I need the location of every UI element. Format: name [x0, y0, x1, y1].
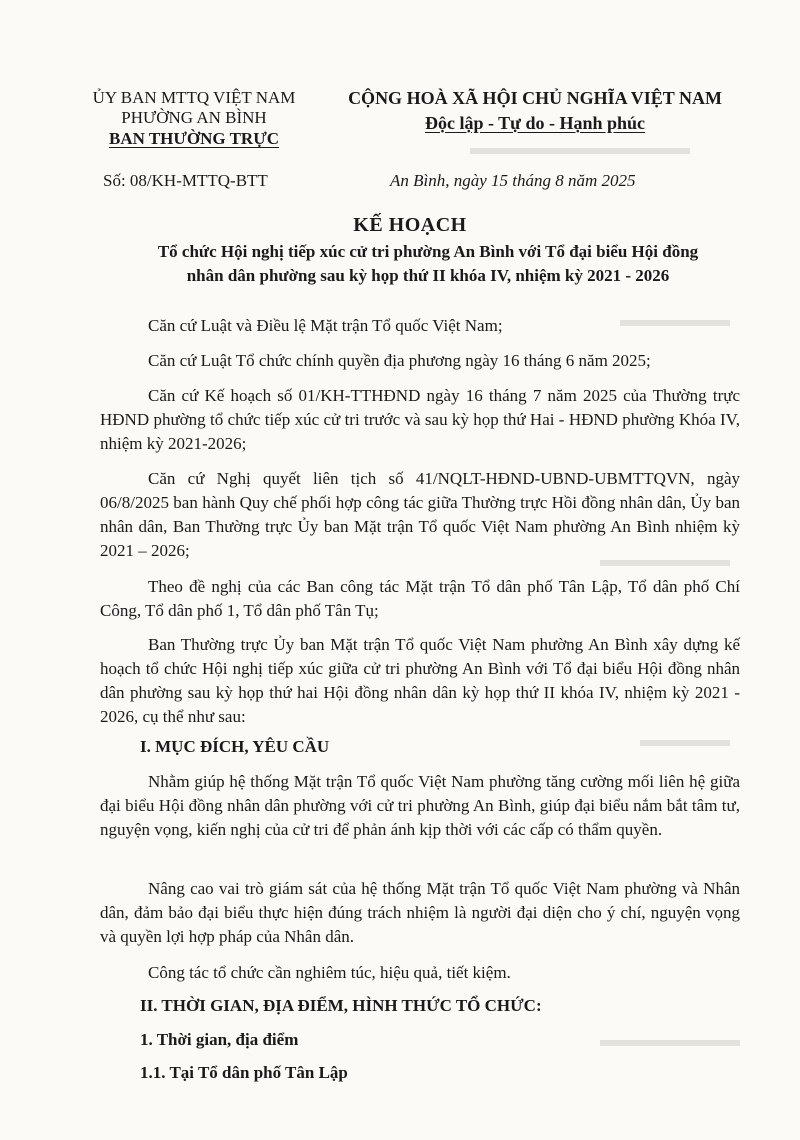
subsection-heading-1: 1. Thời gian, địa điểm: [140, 1030, 299, 1049]
section-heading-1: I. MỤC ĐÍCH, YÊU CẦU: [140, 737, 330, 756]
org-name-line2: PHƯỜNG AN BÌNH: [121, 108, 267, 127]
org-name-line1: ỦY BAN MTTQ VIỆT NAM: [92, 88, 296, 107]
document-subtitle-line2: nhân dân phường sau kỳ họp thứ II khóa IV, nhiệm kỳ 2021 - 2026: [186, 266, 670, 285]
document-number: Số: 08/KH-MTTQ-BTT: [103, 171, 268, 190]
paragraph-purpose-3: Công tác tổ chức cần nghiêm túc, hiệu quả, tiết kiệm.: [148, 963, 511, 982]
paragraph-legal-basis-2: Căn cứ Luật Tổ chức chính quyền địa phương ngày 16 tháng 6 năm 2025;: [148, 351, 651, 370]
subsection-heading-1-1: 1.1. Tại Tổ dân phố Tân Lập: [140, 1063, 348, 1082]
paragraph-intro: Ban Thường trực Ủy ban Mặt trận Tổ quốc Việt Nam phường An Bình xây dựng kế hoạch tổ chức Hội nghị tiếp xúc giữa cử tri phường An Bình với Tổ đại biểu Hội đồng nhân dân phường sau kỳ họp thứ hai Hội đồng nhân dân kỳ họp thứ II khóa IV, nhiệm kỳ 2021 - 2026, cụ thể như sau:: [100, 635, 740, 726]
paragraph-purpose-2: Nâng cao vai trò giám sát của hệ thống Mặt trận Tổ quốc Việt Nam phường và Nhân dân, đảm bảo đại biểu thực hiện đúng trách nhiệm là người đại diện cho ý chí, nguyện vọng và quyền lợi hợp pháp của Nhân dân.: [100, 879, 740, 946]
section-heading-2: II. THỜI GIAN, ĐỊA ĐIỂM, HÌNH THỨC TỔ CHỨC:: [140, 996, 542, 1015]
place-date: An Bình, ngày 15 tháng 8 năm 2025: [390, 171, 636, 190]
national-motto-wrap: [330, 113, 740, 134]
national-motto: Độc lập - Tự do - Hạnh phúc: [424, 113, 646, 133]
org-name-line3: BAN THƯỜNG TRỰC: [108, 129, 280, 148]
paragraph-legal-basis-3: Căn cứ Kế hoạch số 01/KH-TTHĐND ngày 16 tháng 7 năm 2025 của Thường trực HĐND phường tổ chức tiếp xúc cử tri trước và sau kỳ họp thứ Hai - HĐND phường Khóa IV, nhiệm kỳ 2021-2026;: [100, 386, 740, 453]
document-title: KẾ HOẠCH: [353, 214, 467, 236]
paragraph-legal-basis-1: Căn cứ Luật và Điều lệ Mặt trận Tổ quốc Việt Nam;: [148, 316, 503, 335]
paragraph-purpose-1: Nhằm giúp hệ thống Mặt trận Tổ quốc Việt Nam phường tăng cường mối liên hệ giữa đại biểu Hội đồng nhân dân phường với cử tri phường An Bình, giúp đại biểu nắm bắt tâm tư, nguyện vọng, kiến nghị của cử tri để phản ánh kịp thời với các cấp có thẩm quyền.: [100, 772, 740, 839]
document-subtitle-line1: Tổ chức Hội nghị tiếp xúc cử tri phường An Bình với Tổ đại biểu Hội đồng: [157, 242, 699, 261]
paragraph-proposal: Theo đề nghị của các Ban công tác Mặt trận Tổ dân phố Tân Lập, Tổ dân phố Chí Công, Tổ dân phố 1, Tổ dân phố Tân Tụ;: [100, 577, 740, 620]
paragraph-legal-basis-4: Căn cứ Nghị quyết liên tịch số 41/NQLT-HĐND-UBND-UBMTTQVN, ngày 06/8/2025 ban hành Quy chế phối hợp công tác giữa Thường trực Hồi đồng nhân dân, Ủy ban nhân dân, Ban Thường trực Ủy ban Mặt trận Tổ quốc Việt Nam phường An Bình nhiệm kỳ 2021 – 2026;: [100, 469, 740, 560]
national-title: CỘNG HOÀ XÃ HỘI CHỦ NGHĨA VIỆT NAM: [348, 88, 722, 108]
